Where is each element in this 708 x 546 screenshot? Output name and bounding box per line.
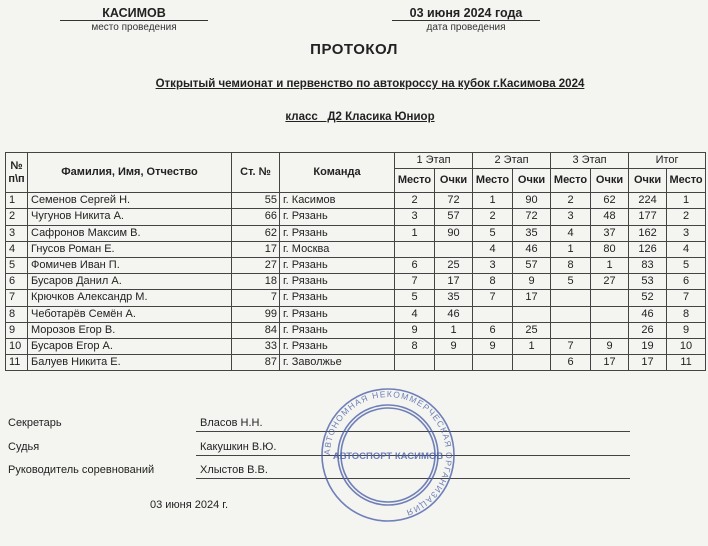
stage1-place: 2	[395, 193, 435, 209]
stage3-place	[551, 322, 591, 338]
row-number: 2	[6, 209, 28, 225]
table-row	[6, 338, 706, 354]
event-date: 03 июня 2024 года	[392, 6, 540, 21]
stage2-place: 6	[473, 322, 513, 338]
total-points: 17	[629, 355, 667, 371]
stage1-points-header: Очки	[435, 169, 473, 193]
start-number: 33	[232, 338, 280, 354]
stage1-points: 90	[435, 225, 473, 241]
total-place: 1	[667, 193, 706, 209]
total-place: 5	[667, 257, 706, 273]
stage2-points: 57	[513, 257, 551, 273]
stage2-place: 4	[473, 241, 513, 257]
stage2-place: 7	[473, 290, 513, 306]
stage1-points: 9	[435, 338, 473, 354]
director-name: Хлыстов В.В.	[200, 464, 268, 476]
start-number: 18	[232, 274, 280, 290]
stage1-place: 9	[395, 322, 435, 338]
start-number: 99	[232, 306, 280, 322]
row-number: 3	[6, 225, 28, 241]
stage2-place: 8	[473, 274, 513, 290]
stage2-points: 9	[513, 274, 551, 290]
stage1-points: 25	[435, 257, 473, 273]
col-team-header: Команда	[280, 153, 395, 193]
stamp-center-text: АВТОСПОРТ КАСИМОВ	[332, 451, 444, 462]
team-name: г. Касимов	[280, 193, 395, 209]
stage2-header: 2 Этап	[473, 153, 551, 169]
stage1-place: 3	[395, 209, 435, 225]
stage3-points: 48	[591, 209, 629, 225]
stage3-points	[591, 322, 629, 338]
stage3-place: 8	[551, 257, 591, 273]
total-place: 11	[667, 355, 706, 371]
stage3-place: 2	[551, 193, 591, 209]
stage3-points-header: Очки	[591, 169, 629, 193]
stage1-place: 5	[395, 290, 435, 306]
stage2-place: 9	[473, 338, 513, 354]
footer-date: 03 июня 2024 г.	[150, 499, 229, 511]
start-number: 17	[232, 241, 280, 257]
stage1-place: 1	[395, 225, 435, 241]
participant-name: Бусаров Данил А.	[28, 274, 232, 290]
start-number: 55	[232, 193, 280, 209]
row-number: 8	[6, 306, 28, 322]
total-points: 224	[629, 193, 667, 209]
total-points: 162	[629, 225, 667, 241]
stage3-place: 7	[551, 338, 591, 354]
stamp-outer-text: АВТОНОМНАЯ НЕКОММЕРЧЕСКАЯ ОРГАНИЗАЦИЯ	[321, 388, 455, 519]
stage3-place: 6	[551, 355, 591, 371]
page-title: ПРОТОКОЛ	[310, 41, 398, 58]
total-points: 126	[629, 241, 667, 257]
participant-name: Фомичев Иван П.	[28, 257, 232, 273]
team-name: г. Рязань	[280, 209, 395, 225]
secretary-label: Секретарь	[8, 417, 62, 429]
total-place: 10	[667, 338, 706, 354]
stage1-points: 17	[435, 274, 473, 290]
start-number: 7	[232, 290, 280, 306]
total-points: 52	[629, 290, 667, 306]
participant-name: Сафронов Максим В.	[28, 225, 232, 241]
table-row	[6, 241, 706, 257]
stage1-points	[435, 241, 473, 257]
total-points: 26	[629, 322, 667, 338]
stage3-points	[591, 306, 629, 322]
stage1-points: 35	[435, 290, 473, 306]
stage2-points: 35	[513, 225, 551, 241]
total-points: 19	[629, 338, 667, 354]
total-place: 7	[667, 290, 706, 306]
table-row	[6, 322, 706, 338]
secretary-name: Власов Н.Н.	[200, 417, 263, 429]
stage3-points: 1	[591, 257, 629, 273]
stage1-place: 8	[395, 338, 435, 354]
start-number: 87	[232, 355, 280, 371]
row-number: 1	[6, 193, 28, 209]
stage2-place: 2	[473, 209, 513, 225]
stage3-place: 3	[551, 209, 591, 225]
total-place-header: Место	[667, 169, 706, 193]
stage2-points: 46	[513, 241, 551, 257]
col-number-header: № п\п	[6, 153, 28, 193]
total-place: 2	[667, 209, 706, 225]
row-number: 10	[6, 338, 28, 354]
start-number: 62	[232, 225, 280, 241]
col-name-header: Фамилия, Имя, Отчество	[28, 153, 232, 193]
stage2-points-header: Очки	[513, 169, 551, 193]
team-name: г. Москва	[280, 241, 395, 257]
table-row	[6, 257, 706, 273]
venue: КАСИМОВ	[60, 6, 208, 21]
stage3-place: 5	[551, 274, 591, 290]
team-name: г. Рязань	[280, 306, 395, 322]
total-place: 3	[667, 225, 706, 241]
stage2-place: 1	[473, 193, 513, 209]
stage2-points	[513, 355, 551, 371]
stage1-points	[435, 355, 473, 371]
director-label: Руководитель соревнований	[8, 464, 155, 476]
stage1-points: 46	[435, 306, 473, 322]
total-points: 83	[629, 257, 667, 273]
table-row	[6, 209, 706, 225]
results-table	[5, 152, 706, 371]
table-row	[6, 306, 706, 322]
stage3-points: 17	[591, 355, 629, 371]
participant-name: Чугунов Никита А.	[28, 209, 232, 225]
stage2-place	[473, 355, 513, 371]
team-name: г. Заволжье	[280, 355, 395, 371]
stage2-place	[473, 306, 513, 322]
participant-name: Гнусов Роман Е.	[28, 241, 232, 257]
stage3-place-header: Место	[551, 169, 591, 193]
stage3-points: 62	[591, 193, 629, 209]
stage1-place	[395, 355, 435, 371]
stage1-points: 1	[435, 322, 473, 338]
stage1-place-header: Место	[395, 169, 435, 193]
stage1-place: 7	[395, 274, 435, 290]
total-place: 9	[667, 322, 706, 338]
participant-name: Морозов Егор В.	[28, 322, 232, 338]
stage1-points: 57	[435, 209, 473, 225]
stage2-points	[513, 306, 551, 322]
stage2-points: 72	[513, 209, 551, 225]
judge-label: Судья	[8, 441, 40, 453]
team-name: г. Рязань	[280, 274, 395, 290]
stage3-place	[551, 306, 591, 322]
team-name: г. Рязань	[280, 257, 395, 273]
table-row	[6, 355, 706, 371]
venue-caption: место проведения	[91, 22, 177, 33]
stage1-header: 1 Этап	[395, 153, 473, 169]
table-row	[6, 290, 706, 306]
participant-name: Крючков Александр М.	[28, 290, 232, 306]
col-start-header: Ст. №	[232, 153, 280, 193]
judge-name: Какушкин В.Ю.	[200, 441, 277, 453]
total-place: 6	[667, 274, 706, 290]
team-name: г. Рязань	[280, 322, 395, 338]
total-header: Итог	[629, 153, 706, 169]
stage3-place: 1	[551, 241, 591, 257]
row-number: 4	[6, 241, 28, 257]
stage2-points: 17	[513, 290, 551, 306]
stage2-points: 1	[513, 338, 551, 354]
table-row	[6, 225, 706, 241]
stage3-points: 80	[591, 241, 629, 257]
total-points-header: Очки	[629, 169, 667, 193]
row-number: 6	[6, 274, 28, 290]
participant-name: Семенов Сергей Н.	[28, 193, 232, 209]
total-points: 177	[629, 209, 667, 225]
start-number: 84	[232, 322, 280, 338]
stage1-points: 72	[435, 193, 473, 209]
stage3-place: 4	[551, 225, 591, 241]
start-number: 27	[232, 257, 280, 273]
participant-name: Чеботарёв Семён А.	[28, 306, 232, 322]
stage3-points	[591, 290, 629, 306]
row-number: 7	[6, 290, 28, 306]
stage1-place: 6	[395, 257, 435, 273]
total-points: 46	[629, 306, 667, 322]
stage3-header: 3 Этап	[551, 153, 629, 169]
participant-name: Бусаров Егор А.	[28, 338, 232, 354]
stage2-points: 90	[513, 193, 551, 209]
stage2-place-header: Место	[473, 169, 513, 193]
table-row	[6, 274, 706, 290]
row-number: 5	[6, 257, 28, 273]
stage1-place: 4	[395, 306, 435, 322]
stage1-place	[395, 241, 435, 257]
stage2-place: 3	[473, 257, 513, 273]
total-place: 8	[667, 306, 706, 322]
stage3-points: 27	[591, 274, 629, 290]
race-class: класс Д2 Класика Юниор	[285, 111, 435, 123]
total-place: 4	[667, 241, 706, 257]
stage2-points: 25	[513, 322, 551, 338]
team-name: г. Рязань	[280, 338, 395, 354]
event-date-caption: дата проведения	[426, 22, 506, 33]
stage2-place: 5	[473, 225, 513, 241]
row-number: 11	[6, 355, 28, 371]
table-row	[6, 193, 706, 209]
start-number: 66	[232, 209, 280, 225]
stage3-points: 9	[591, 338, 629, 354]
organization-stamp	[318, 385, 458, 525]
row-number: 9	[6, 322, 28, 338]
stage3-points: 37	[591, 225, 629, 241]
total-points: 53	[629, 274, 667, 290]
team-name: г. Рязань	[280, 225, 395, 241]
event-name: Открытый чемионат и первенство по автокроссу на кубок г.Касимова 2024	[155, 78, 585, 90]
participant-name: Балуев Никита Е.	[28, 355, 232, 371]
team-name: г. Рязань	[280, 290, 395, 306]
stage3-place	[551, 290, 591, 306]
